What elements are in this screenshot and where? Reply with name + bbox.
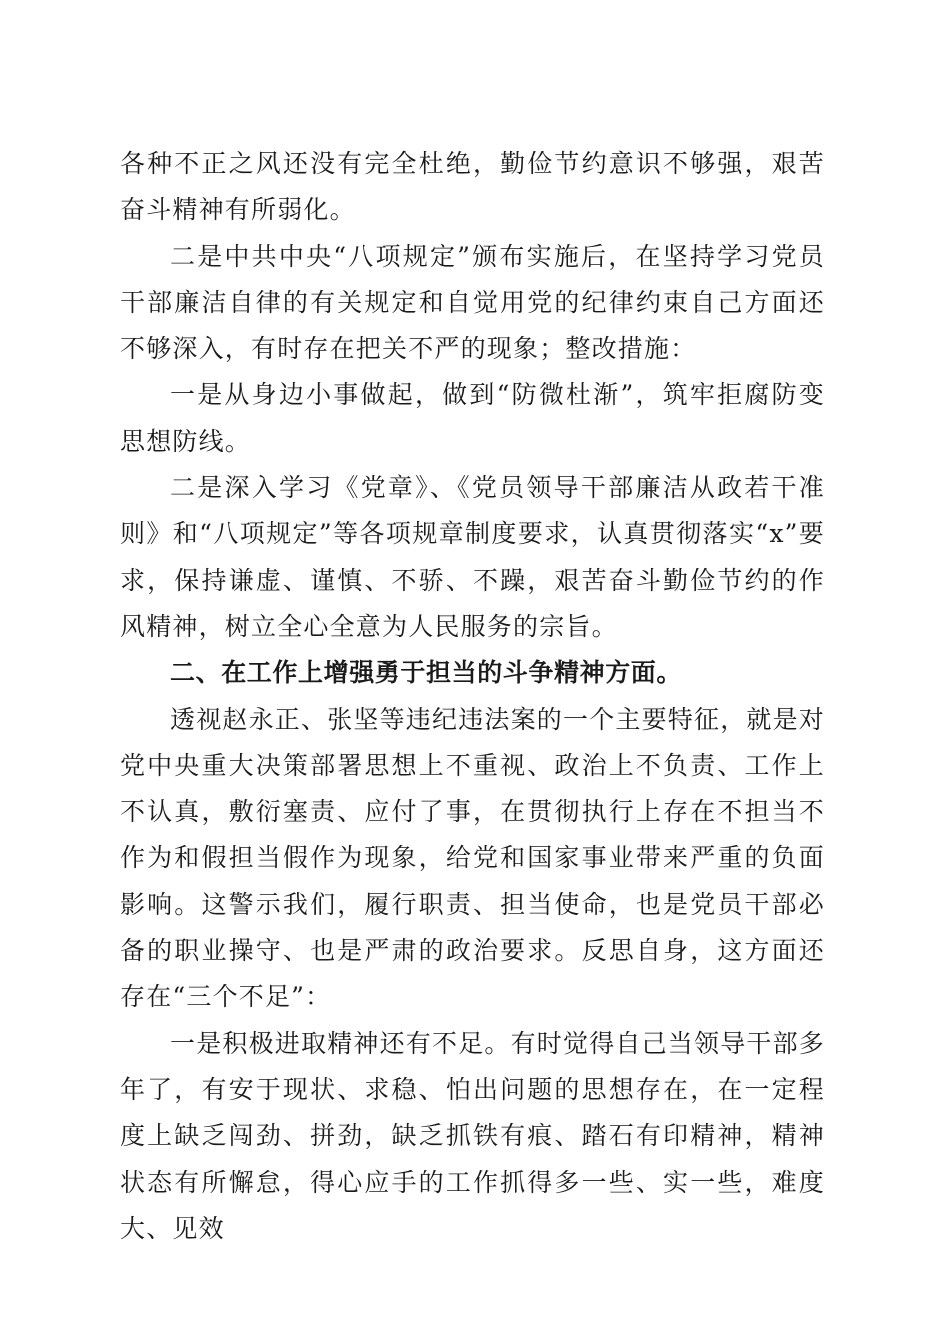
paragraph-continuation: 各种不正之风还没有完全杜绝，勤俭节约意识不够强，艰苦奋斗精神有所弱化。 <box>120 149 825 225</box>
paragraph-shortcoming-one: 一是积极进取精神还有不足。有时觉得自己当领导干部多年了，有安于现状、求稳、怕出问题的思想存在，在一定程度上缺乏闯劲、拼劲，缺乏抓铁有痕、踏石有印精神，精神状态有所懈怠，得心应手的工作抓得多一些、实一些，难度大、见效 <box>120 1028 826 1243</box>
document-body <box>120 141 825 1252</box>
section-heading: 二、在工作上增强勇于担当的斗争精神方面。 <box>170 658 683 688</box>
paragraph-measure-one: 一是从身边小事做起，做到“防微杜渐”，筑牢拒腐防变思想防线。 <box>120 380 825 456</box>
paragraph-case-analysis: 透视赵永正、张坚等违纪违法案的一个主要特征，就是对党中央重大决策部署思想上不重视、政治上不负责、工作上不认真，敷衍塞责、应付了事，在贯彻执行上存在不担当不作为和假担当假作为现象，给党和国家事业带来严重的负面影响。这警示我们，履行职责、担当使命，也是党员干部必备的职业操守、也是严肃的政治要求。反思自身，这方面还存在“三个不足”： <box>120 704 826 1012</box>
paragraph-measure-two: 二是深入学习《党章》、《党员领导干部廉洁从政若干准则》和“八项规定”等各项规章制度要求，认真贯彻落实“x”要求，保持谦虚、谨慎、不骄、不躁，艰苦奋斗勤俭节约的作风精神，树立全心全意为人民服务的宗旨。 <box>120 473 825 641</box>
paragraph-eight-rules-issue: 二是中共中央“八项规定”颁布实施后，在坚持学习党员干部廉洁自律的有关规定和自觉用党的纪律约束自己方面还不够深入，有时存在把关不严的现象；整改措施： <box>120 241 825 364</box>
